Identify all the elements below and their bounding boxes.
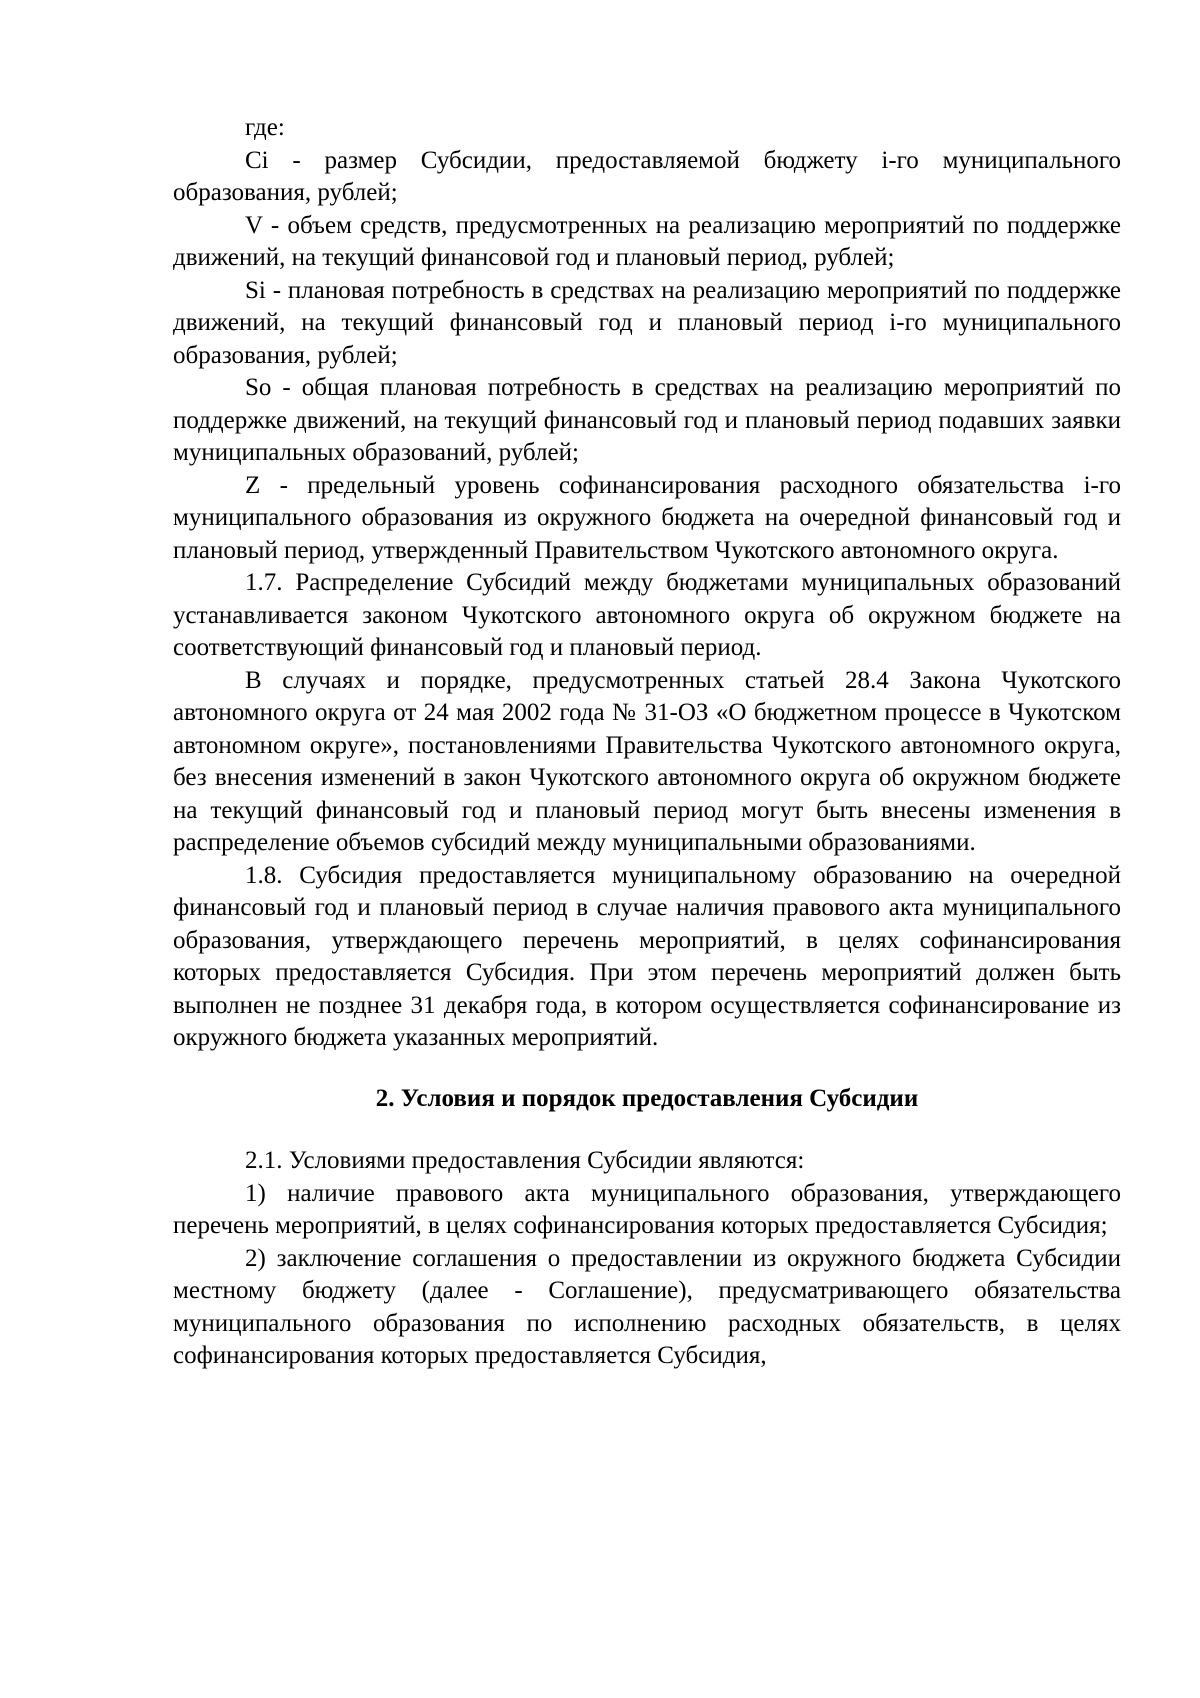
paragraph-condition-2: 2) заключение соглашения о предоставлении из окружного бюджета Субсидии местному бюджету (далее - Соглашение), предусматривающего обязательства муниципального образования по исполнению расходных обязательств, в целях софинансирования которых предоставляется Субсидия, — [173, 1244, 1121, 1369]
paragraph-z-definition: Z - предельный уровень софинансирования расходного обязательства i-го муниципального образования из окружного бюджета на очередной финансовый год и плановый период, утвержденный Правительством Чукотского автономного округа. — [173, 471, 1121, 564]
section-heading: 2. Условия и порядок предоставления Субсидии — [375, 1084, 919, 1112]
paragraph-cases-and-procedure: В случаях и порядке, предусмотренных статьей 28.4 Закона Чукотского автономного округа от 24 мая 2002 года № 31-ОЗ «О бюджетном процессе в Чукотском автономном округе», постановлениями Правительства Чукотского автономного округа, без внесения изменений в закон Чукотского автономного округа об окружном бюджете на текущий финансовый год и плановый период могут быть внесены изменения в распределение объемов субсидий между муниципальными образованиями. — [173, 666, 1121, 856]
paragraph-1-7: 1.7. Распределение Субсидий между бюджетами муниципальных образований устанавливается законом Чукотского автономного округа об окружном бюджете на соответствующий финансовый год и плановый период. — [173, 569, 1121, 661]
paragraph-condition-1: 1) наличие правового акта муниципального образования, утверждающего перечень мероприятий, в целях софинансирования которых предоставляется Субсидия; — [173, 1179, 1121, 1239]
paragraph-where: где: — [245, 114, 285, 141]
paragraph-v-definition: V - объем средств, предусмотренных на реализацию мероприятий по поддержке движений, на текущий финансовой год и плановый период, рублей; — [173, 211, 1121, 271]
paragraph-so-definition: So - общая плановая потребность в средствах на реализацию мероприятий по поддержке движений, на текущий финансовый год и плановый период подавших заявки муниципальных образований, рублей; — [173, 374, 1121, 466]
paragraph-2-1: 2.1. Условиями предоставления Субсидии являются: — [245, 1147, 805, 1174]
document-page — [173, 112, 1121, 1373]
paragraph-si-definition: Si - плановая потребность в средствах на реализацию мероприятий по поддержке движений, на текущий финансовый год и плановый период i-го муниципального образования, рублей; — [173, 276, 1121, 369]
paragraph-1-8: 1.8. Субсидия предоставляется муниципальному образованию на очередной финансовый год и плановый период в случае наличия правового акта муниципального образования, утверждающего перечень мероприятий, в целях софинансирования которых предоставляется Субсидия. При этом перечень мероприятий должен быть выполнен не позднее 31 декабря года, в котором осуществляется софинансирование из окружного бюджета указанных мероприятий. — [173, 861, 1121, 1051]
paragraph-ci-definition: Ci - размер Субсидии, предоставляемой бюджету i-го муниципального образования, рублей; — [173, 146, 1121, 206]
